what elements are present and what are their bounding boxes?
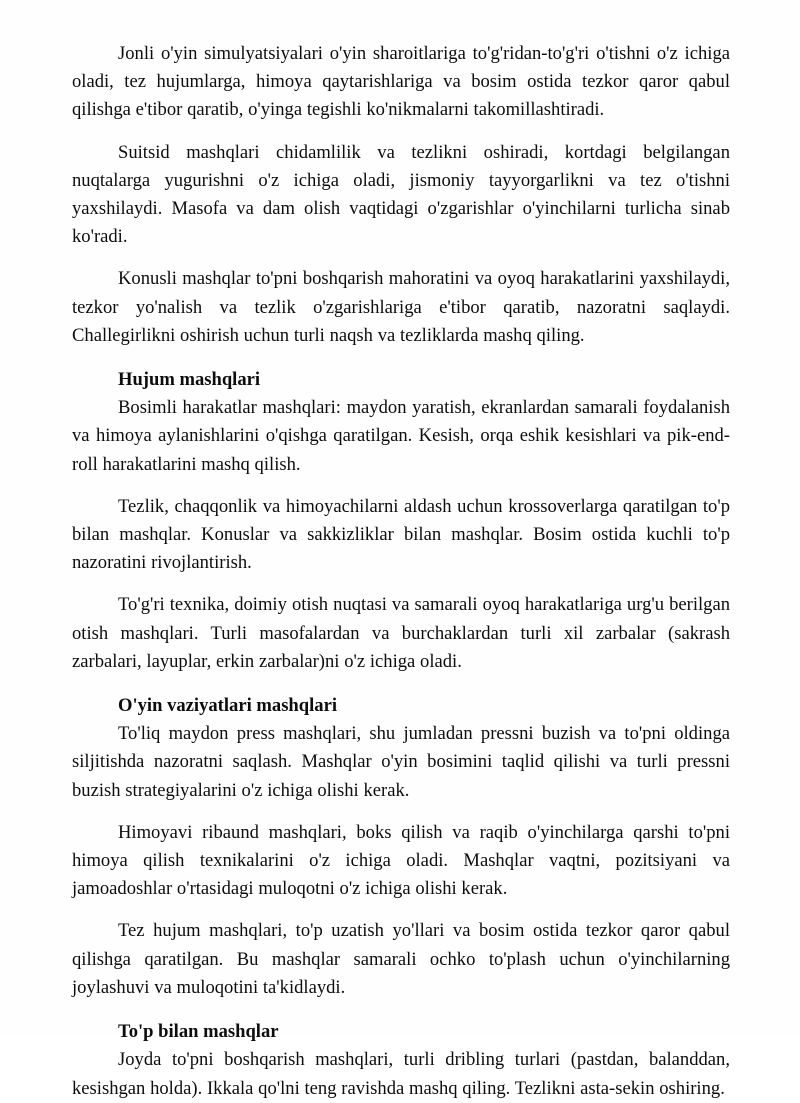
- paragraph-full-court-press-drills: To'liq maydon press mashqlari, shu jumladan pressni buzish va to'pni oldinga siljitishda nazoratni saqlash. Mashqlar o'yin bosimini taqlid qilishi va turli pressni buzish strategiyalarini o'z ichiga olishi kerak.: [72, 723, 730, 801]
- document-body: [72, 40, 730, 1103]
- paragraph-pressure-movement-drills: Bosimli harakatlar mashqlari: maydon yaratish, ekranlardan samarali foydalanish va himoya aylanishlarini o'qishga qaratilgan. Kesish, orqa eshik kesishlari va pik-end-roll harakatlarini mashq qilish.: [72, 397, 730, 475]
- paragraph-fast-break-drills: Tez hujum mashqlari, to'p uzatish yo'llari va bosim ostida tezkor qaror qabul qilishga qaratilgan. Bu mashqlar samarali ochko to'plash uchun o'yinchilarning joylashuvi va muloqotini ta'kidlaydi.: [72, 920, 730, 998]
- heading-hujum-mashqlari: Hujum mashqlari: [118, 369, 261, 391]
- heading-top-bilan-mashqlar: To'p bilan mashqlar: [118, 1021, 279, 1043]
- paragraph-defensive-rebound-drills: Himoyavi ribaund mashqlari, boks qilish va raqib o'yinchilarga qarshi to'pni himoya qilish texnikalarini o'z ichiga oladi. Mashqlar vaqtni, pozitsiyani va jamoadoshlar o'rtasidagi muloqotni o'z ichiga olishi kerak.: [72, 821, 730, 900]
- paragraph-crossover-ball-drills: Tezlik, chaqqonlik va himoyachilarni aldash uchun krossoverlarga qaratilgan to'p bilan mashqlar. Konuslar va sakkizliklar bilan mashqlar. Bosim ostida kuchli to'p nazoratini rivojlantirish.: [72, 495, 730, 574]
- paragraph-cone-drills: Konusli mashqlar to'pni boshqarish mahoratini va oyoq harakatlarini yaxshilaydi, tezkor yo'nalish va tezlik o'zgarishlariga e'tibor qaratib, nazoratni saqlaydi. Challegirlikni oshirish uchun turli naqsh va tezliklarda mashq qiling.: [72, 268, 730, 346]
- paragraph-live-game-simulations: Jonli o'yin simulyatsiyalari o'yin sharoitlariga to'g'ridan-to'g'ri o'tishni o'z ichiga oladi, tez hujumlarga, himoya qaytarishlariga va bosim ostida tezkor qaror qabul qilishga e'tibor qaratib, o'yinga tegishli ko'nikmalarni takomillashtiradi.: [72, 43, 730, 121]
- paragraph-ball-handling-drills: Joyda to'pni boshqarish mashqlari, turli dribling turlari (pastdan, balanddan, kesishgan holda). Ikkala qo'lni teng ravishda mashq qiling. Tezlikni asta-sekin oshiring.: [72, 1049, 730, 1099]
- paragraph-suicide-drills: Suitsid mashqlari chidamlilik va tezlikni oshiradi, kortdagi belgilangan nuqtalarga yugurishni o'z ichiga oladi, jismoniy tayyorgarlikni va tez o'tishni yaxshilaydi. Masofa va dam olish vaqtidagi o'zgarishlar o'yinchilarni turlicha sinab ko'radi.: [72, 141, 730, 248]
- paragraph-shooting-drills: To'g'ri texnika, doimiy otish nuqtasi va samarali oyoq harakatlariga urg'u berilgan otish mashqlari. Turli masofalardan va burchaklardan turli xil zarbalar (sakrash zarbalari, layuplar, erkin zarbalar)ni o'z ichiga oladi.: [72, 594, 730, 672]
- heading-oyin-vaziyatlari-mashqlari: O'yin vaziyatlari mashqlari: [118, 695, 337, 717]
